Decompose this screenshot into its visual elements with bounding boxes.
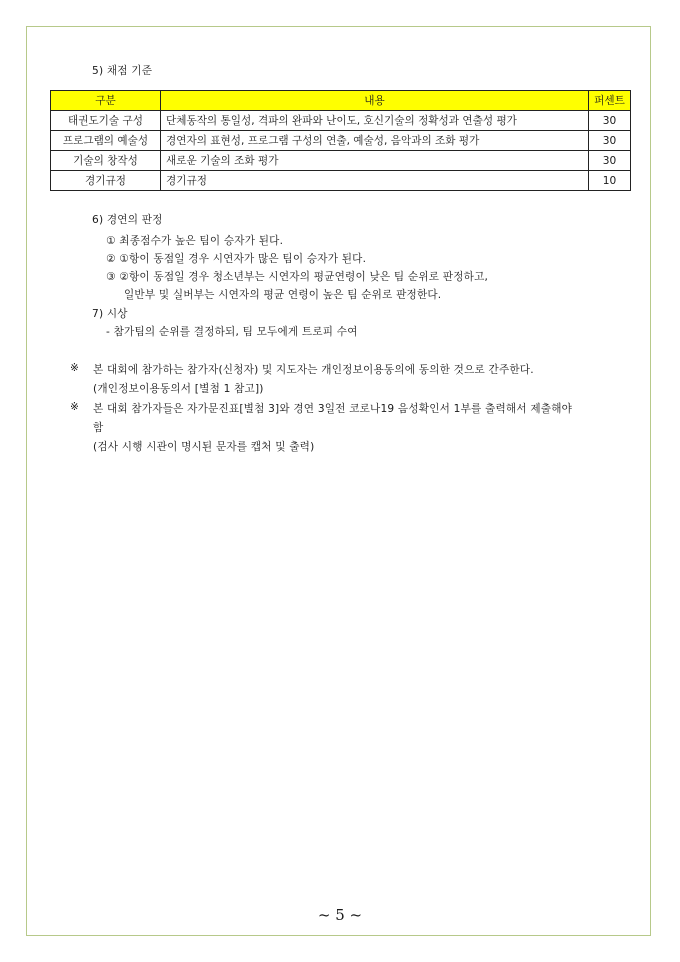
- cell-content: 단체동작의 통일성, 격파의 완파와 난이도, 호신기술의 정확성과 연출성 평가: [161, 111, 589, 131]
- note-privacy-reference: (개인정보이용동의서 [별첨 1 참고]): [93, 383, 264, 395]
- table-row: [51, 111, 631, 131]
- cell-percent: 30: [589, 111, 631, 131]
- cell-percent: 30: [589, 151, 631, 171]
- section-5-title: 5) 채점 기준: [92, 65, 153, 77]
- header-percent: 퍼센트: [589, 91, 631, 111]
- page-number: ~ 5 ~: [317, 906, 363, 924]
- cell-percent: 30: [589, 131, 631, 151]
- note-covid: 본 대회 참가자들은 자가문진표[별첨 3]와 경연 3일전 코로나19 음성확인서 1부를 출력해서 제출해야: [93, 403, 573, 415]
- judging-rule-2: ② ①항이 동점일 경우 시연자가 많은 팀이 승자가 된다.: [106, 253, 367, 265]
- cell-content: 경기규정: [161, 171, 589, 191]
- section-6-title: 6) 경연의 판정: [92, 214, 163, 226]
- cell-category: 기술의 창작성: [51, 151, 161, 171]
- header-category: 구분: [51, 91, 161, 111]
- note-mark: ※: [70, 401, 80, 413]
- note-privacy: 본 대회에 참가하는 참가자(신청자) 및 지도자는 개인정보이용동의에 동의한 것으로 간주한다.: [93, 364, 534, 376]
- table-row: [51, 131, 631, 151]
- cell-category: 태권도기술 구성: [51, 111, 161, 131]
- scoring-table: [50, 90, 631, 191]
- note-mark: ※: [70, 362, 80, 374]
- note-covid-continued: 함: [93, 422, 104, 434]
- header-content: 내용: [161, 91, 589, 111]
- judging-rule-3: ③ ②항이 동점일 경우 청소년부는 시연자의 평균연령이 낮은 팀 순위로 판정하고,: [106, 271, 489, 283]
- section-7-title: 7) 시상: [92, 308, 128, 320]
- cell-content: 경연자의 표현성, 프로그램 구성의 연출, 예술성, 음악과의 조화 평가: [161, 131, 589, 151]
- table-row: [51, 151, 631, 171]
- cell-category: 경기규정: [51, 171, 161, 191]
- award-item: - 참가팀의 순위를 결정하되, 팀 모두에게 트로피 수여: [106, 326, 358, 338]
- table-row: [51, 171, 631, 191]
- cell-content: 새로운 기술의 조화 평가: [161, 151, 589, 171]
- table-header-row: [51, 91, 631, 111]
- cell-category: 프로그램의 예술성: [51, 131, 161, 151]
- note-covid-detail: (검사 시행 시관이 명시된 문자를 캡처 및 출력): [93, 441, 315, 453]
- cell-percent: 10: [589, 171, 631, 191]
- judging-rule-1: ① 최종점수가 높은 팀이 승자가 된다.: [106, 235, 284, 247]
- judging-rule-3-continued: 일반부 및 실버부는 시연자의 평균 연령이 높은 팀 순위로 판정한다.: [124, 289, 442, 301]
